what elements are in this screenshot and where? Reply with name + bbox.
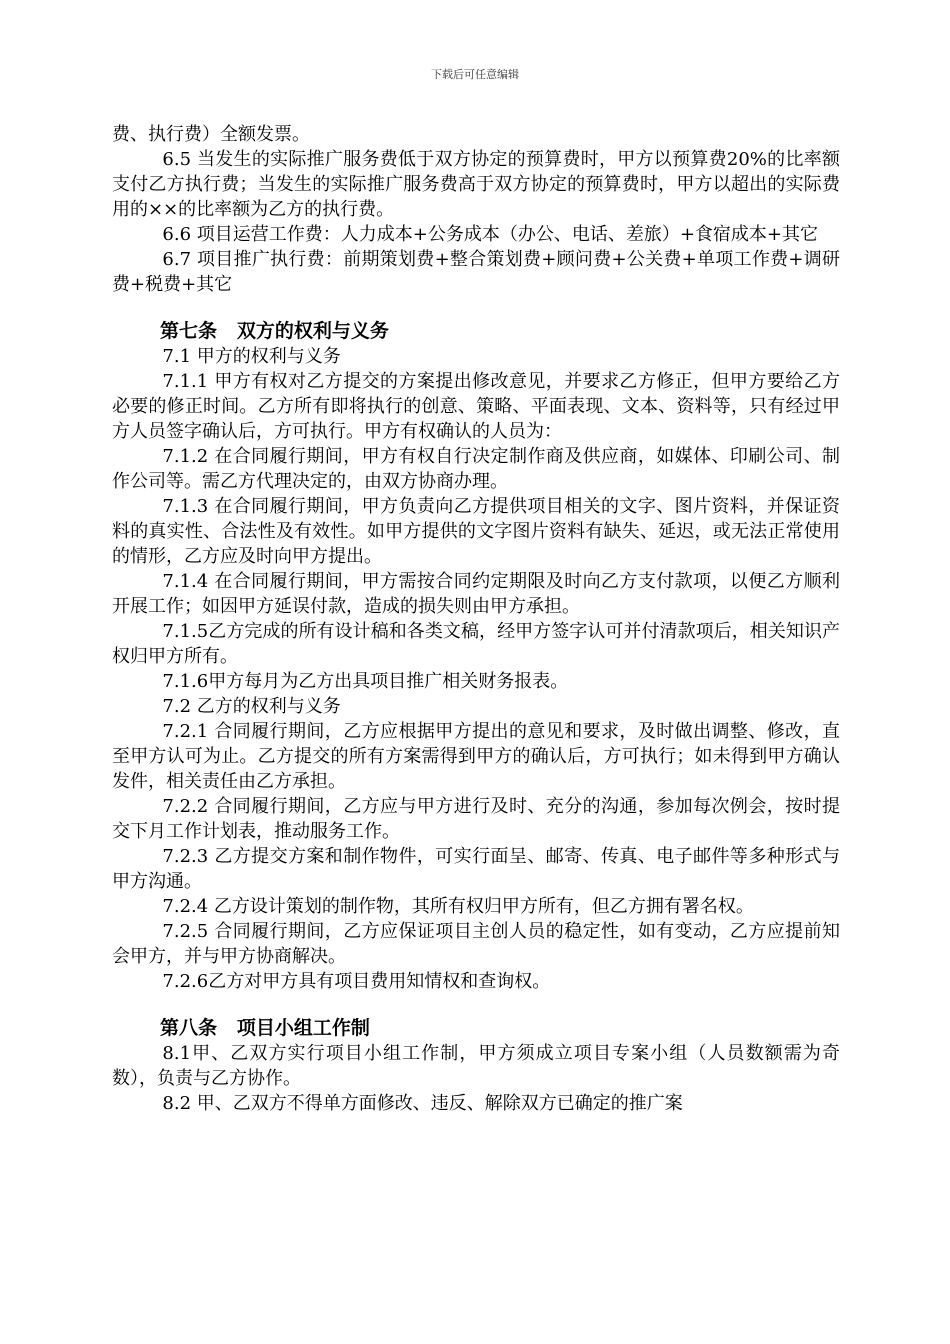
paragraph: 费、执行费）全额发票。 [112, 124, 310, 145]
section-spacer [112, 297, 840, 319]
paragraph: 7.2.4 乙方设计策划的制作物，其所有权归甲方所有，但乙方拥有署名权。 [162, 896, 754, 917]
paragraph: 7.2.3 乙方提交方案和制作物件，可实行面呈、邮寄、传真、电子邮件等多种形式与甲方沟通。 [112, 846, 840, 892]
section-spacer [112, 994, 840, 1016]
section-heading: 第八条 项目小组工作制 [160, 1017, 370, 1039]
paragraph: 6.7 项目推广执行费：前期策划费+整合策划费+顾问费+公关费+单项工作费+调研费+税费+其它 [112, 249, 840, 295]
paragraph: 7.1.2 在合同履行期间，甲方有权自行决定制作商及供应商，如媒体、印刷公司、制作公司等。需乙方代理决定的，由双方协商办理。 [112, 446, 840, 492]
paragraph: 7.1 甲方的权利与义务 [162, 346, 341, 367]
paragraph: 6.5 当发生的实际推广服务费低于双方协定的预算费时，甲方以预算费20%的比率额支付乙方执行费；当发生的实际推广服务费高于双方协定的预算费时，甲方以超出的实际费用的××的比率额为乙方的执行费。 [112, 149, 840, 220]
paragraph: 7.1.5乙方完成的所有设计稿和各类文稿，经甲方签字认可并付清款项后，相关知识产权归甲方所有。 [112, 621, 840, 667]
section-heading: 第七条 双方的权利与义务 [160, 320, 389, 342]
paragraph: 7.2.6乙方对甲方具有项目费用知情权和查询权。 [162, 971, 551, 992]
document-body [112, 122, 840, 1116]
paragraph: 7.2.5 合同履行期间，乙方应保证项目主创人员的稳定性，如有变动，乙方应提前知会甲方，并与甲方协商解决。 [112, 921, 840, 967]
paragraph: 7.1.3 在合同履行期间，甲方负责向乙方提供项目相关的文字、图片资料，并保证资料的真实性、合法性及有效性。如甲方提供的文字图片资料有缺失、延迟，或无法正常使用的情形，乙方应及时向甲方提出。 [112, 496, 840, 567]
paragraph: 7.2 乙方的权利与义务 [162, 696, 341, 717]
paragraph: 6.6 项目运营工作费：人力成本+公务成本（办公、电话、差旅）+食宿成本+其它 [162, 224, 818, 245]
paragraph: 8.2 甲、乙双方不得单方面修改、违反、解除双方已确定的推广案 [162, 1093, 683, 1114]
page-header: 下载后可任意编辑 [431, 68, 519, 81]
paragraph: 8.1甲、乙双方实行项目小组工作制，甲方须成立项目专案小组（人员数额需为奇数），负责与乙方协作。 [112, 1043, 840, 1089]
paragraph: 7.1.1 甲方有权对乙方提交的方案提出修改意见，并要求乙方修正，但甲方要给乙方必要的修正时间。乙方所有即将执行的创意、策略、平面表现、文本、资料等，只有经过甲方人员签字确认后，方可执行。甲方有权确认的人员为： [112, 371, 840, 442]
paragraph: 7.2.1 合同履行期间，乙方应根据甲方提出的意见和要求，及时做出调整、修改，直至甲方认可为止。乙方提交的所有方案需得到甲方的确认后，方可执行；如未得到甲方确认发件，相关责任由乙方承担。 [112, 721, 840, 792]
paragraph: 7.1.4 在合同履行期间，甲方需按合同约定期限及时向乙方支付款项，以便乙方顺利开展工作；如因甲方延误付款，造成的损失则由甲方承担。 [112, 571, 840, 617]
paragraph: 7.2.2 合同履行期间，乙方应与甲方进行及时、充分的沟通，参加每次例会，按时提交下月工作计划表，推动服务工作。 [112, 796, 840, 842]
paragraph: 7.1.6甲方每月为乙方出具项目推广相关财务报表。 [162, 671, 569, 692]
